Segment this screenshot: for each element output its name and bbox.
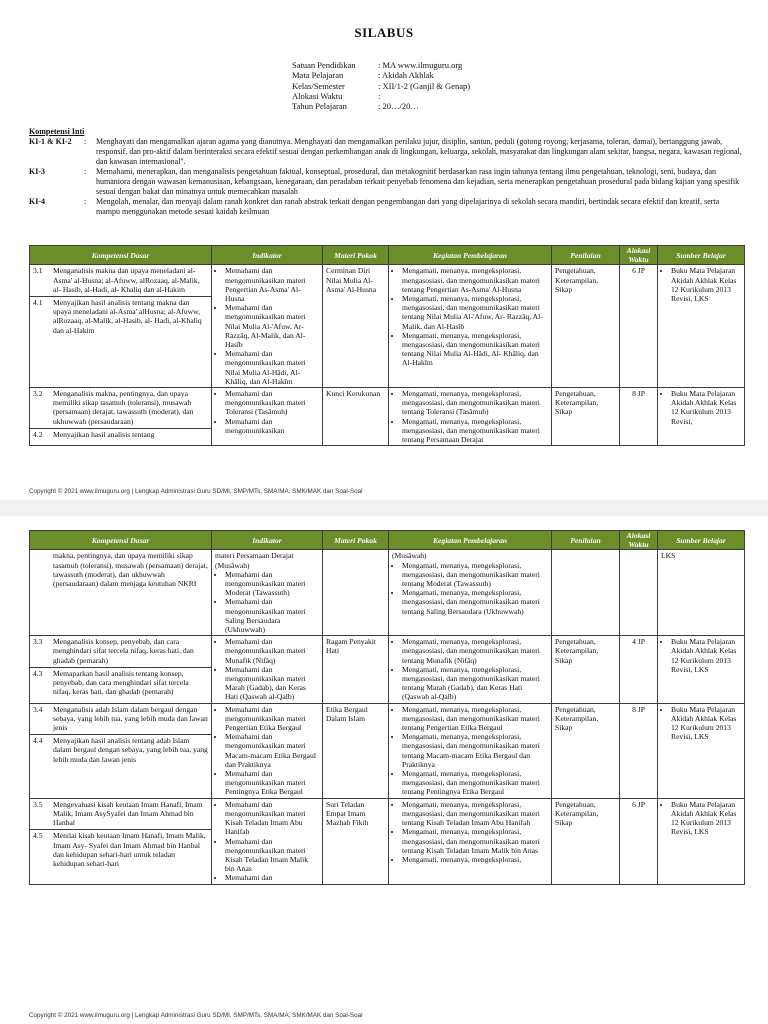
column-header: Sumber Belajar — [658, 531, 745, 550]
indikator-item: • Memahami dan mengomunikasikan materi Pengertian As-Asma' Al-Husna — [225, 266, 319, 303]
indikator-item: • Memahami dan mengomunikasikan materi Macam-macam Etika Bergaul dan Praktiknya — [225, 732, 319, 769]
sumber-belajar-cell — [658, 798, 745, 884]
document-page-1 — [0, 0, 768, 500]
column-header: Alokasi Waktu — [620, 531, 658, 550]
sumber-item: • Buku Mata Pelajaran Akidah Akhlak Kelas 12 Kurikulum 2013 Revisi, LKS — [671, 705, 741, 742]
indikator-item: • Memahami dan mengomunikasikan materi Marah (Gadab), dan Keras Hati (Qaswah al-Qalb) — [225, 665, 319, 702]
kd-number — [33, 551, 53, 588]
alokasi-waktu-cell — [620, 550, 658, 636]
kegiatan-item: • Mengamati, menanya, mengeksplorasi, mengasosiasi, dan mengomunikasikan materi tentang Pengertian Etika Bergaul — [402, 705, 548, 733]
kegiatan-item: • Mengamati, menanya, mengeksplorasi, mengasosiasi, dan mengomunikasikan materi tentang Saling Bersaudara (Ukhuwwah) — [402, 588, 548, 616]
meta-value: : Akidah Akhlak — [378, 70, 434, 81]
kegiatan-cell — [389, 550, 552, 636]
indikator-list — [215, 570, 319, 634]
table-header-row — [30, 246, 745, 265]
ki-colon: : — [84, 137, 87, 146]
kd-text: Menganalisis konsep, penyebab, dan cara menghindari sifat tercela nifaq, keras hati, dan ghadab (pemarah) — [53, 637, 194, 665]
indikator-item: • Memahami dan mengomunikasikan materi Nilai Mulia Al-'Afuw, Ar-Razzâq, Al-Malik, dan Al-Hasîb — [225, 303, 319, 349]
meta-value: : MA www.ilmuguru.org — [378, 60, 463, 70]
table-row — [30, 703, 745, 798]
kegiatan-item: • Mengamati, menanya, mengeksplorasi, mengasosiasi, dan mengomunikasikan materi tentang Nilai Mulia Al-Hâdi, Al- Khâliq, dan Al-Hakîm — [402, 331, 548, 368]
kd-number: 3.2 — [33, 389, 43, 399]
sumber-belajar-cell — [658, 550, 745, 636]
indikator-item: • Memahami dan mengomunikasikan materi Kisah Teladan Imam Abu Hanifah — [225, 800, 319, 837]
column-header: Indikator — [212, 246, 323, 265]
indikator-cell — [212, 703, 323, 798]
column-header: Penilaian — [552, 531, 620, 550]
meta-row — [292, 91, 538, 101]
ki-colon: : — [84, 197, 87, 206]
meta-value: : — [378, 90, 381, 101]
indikator-item: • Memahami dan mengomunikasikan materi Nilai Mulia Al-Hâdi, Al-Khâliq, dan Al-Hakîm — [225, 349, 319, 386]
kegiatan-item: • Mengamati, menanya, mengeksplorasi, — [402, 855, 548, 864]
materi-pokok-cell: Suri Teladan Empat Imam Mazhab Fikih — [323, 798, 389, 884]
sumber-list — [661, 800, 741, 837]
kd-entry — [30, 667, 211, 697]
indikator-item: • Memahami dan mengomunikasikan materi Pentingnya Etika Bergaul — [225, 769, 319, 797]
kd-number: 4.5 — [33, 831, 43, 841]
indikator-cell — [212, 265, 323, 388]
penilaian-cell: Pengetahuan, Keterampilan, Sikap — [552, 798, 620, 884]
kd-number: 3.1 — [33, 266, 43, 276]
column-header: Sumber Belajar — [658, 246, 745, 265]
table-row — [30, 388, 745, 446]
materi-pokok-cell: Cerminan Diri Nilai Mulia Al-Asma' Al-Husna — [323, 265, 389, 388]
kd-number: 4.2 — [33, 429, 43, 439]
indikator-list — [215, 389, 319, 435]
ki-text: Menghayati dan mengamalkan ajaran agama yang dianutnya. Menghayati dan mengamalkan perilaku jujur, disiplin, santun, peduli (gotong royong, kerjasama, toleran, damai), bertanggung jawab, responsif, dan pro-aktif dalam berinteraksi secara efektif sesuai dengan perkembangan anak di lingkungan, keluarga, sekolah, masyarakat dan lingkungan alam sekitar, bangsa, negara, kawasan regional, dan kawasan internasional". — [96, 137, 742, 166]
sumber-item: • Buku Mata Pelajaran Akidah Akhlak Kelas 12 Kurikulum 2013 Revisi, LKS — [671, 266, 741, 303]
indikator-list — [215, 637, 319, 701]
indikator-list — [215, 800, 319, 883]
kegiatan-item: • Mengamati, menanya, mengeksplorasi, mengasosiasi, dan mengomunikasikan materi tentang Nilai Mulia Al-'Afuw, Ar- Razzâq, Al-Malik, dan Al-Hasîb — [402, 294, 548, 331]
kegiatan-cell — [389, 703, 552, 798]
meta-value: : XII/1-2 (Ganjil & Genap) — [378, 80, 471, 91]
page-footer: Copyright © 2021 www.ilmuguru.org | Lengkap Administrasi Guru SD/MI, SMP/MTs, SMA/MA, SMK/MAK dan Soal-Soal — [29, 1012, 363, 1019]
kegiatan-cell — [389, 388, 552, 446]
kd-number: 4.3 — [33, 668, 43, 678]
meta-row — [292, 70, 538, 80]
kd-text: Menganalisis makna dan upaya meneladani al-Asma' al-Husna; al-Afuww, alRozaaq, al-Malik, al- Hasib, al-Hadi, al- Khaliq dan al-Hakim — [53, 266, 200, 294]
kompetensi-dasar-cell — [30, 703, 212, 798]
column-header: Kompetensi Dasar — [30, 246, 212, 265]
meta-row — [292, 101, 538, 111]
indikator-item: • Memahami dan mengomunikasikan materi Pengertian Etika Bergaul — [225, 705, 319, 733]
kd-text: Mengevaluasi kisah keutaan Imam Hanafi, Imam Malik, Imam AsySyafei dan Imam Ahmad bin Hanbal — [53, 799, 203, 828]
penilaian-cell: Pengetahuan, Keterampilan, Sikap — [552, 703, 620, 798]
ki-code: KI-4 — [29, 197, 45, 206]
kegiatan-item: • Mengamati, menanya, mengeksplorasi, mengasosiasi, dan mengomunikasikan materi tentang Pentingnya Etika Bergaul — [402, 769, 548, 797]
kompetensi-dasar-cell — [30, 388, 212, 446]
kegiatan-item: • Mengamati, menanya, mengeksplorasi, mengasosiasi, dan mengomunikasikan materi tentang Kisah Teladan Imam Malik bin Anas — [402, 827, 548, 855]
alokasi-waktu-cell: 8 JP — [620, 388, 658, 446]
sumber-item: • Buku Mata Pelajaran Akidah Akhlak Kelas 12 Kurikulum 2013 Revisi, LKS — [671, 637, 741, 674]
kegiatan-list — [392, 800, 548, 864]
kegiatan-item: • Mengamati, menanya, mengeksplorasi, mengasosiasi, dan mengomunikasikan materi tentang Munafik (Nifâq) — [402, 637, 548, 665]
penilaian-cell: Pengetahuan, Keterampilan, Sikap — [552, 265, 620, 388]
kd-entry — [33, 800, 208, 828]
ki-row — [29, 167, 744, 197]
meta-row — [292, 60, 538, 70]
identity-block — [292, 60, 538, 111]
kd-entry — [30, 734, 211, 764]
kd-entry — [30, 829, 211, 868]
sumber-belajar-cell — [658, 265, 745, 388]
kegiatan-list — [392, 266, 548, 367]
sumber-list — [661, 705, 741, 742]
kompetensi-dasar-cell — [30, 265, 212, 388]
ki-heading: Kompetensi Inti — [29, 127, 85, 136]
sumber-item: • Buku Mata Pelajaran Akidah Akhlak Kelas 12 Kurikulum 2013 Revisi, LKS — [671, 800, 741, 837]
kegiatan-cell — [389, 798, 552, 884]
kd-text: Menganalisis adab Islam dalam bergaul dengan sebaya, yang lebih tua, yang lebih muda dan lawan jenis — [53, 704, 208, 733]
column-header: Kegiatan Pembelajaran — [389, 246, 552, 265]
kd-text: Memaparkan hasil analisis tentang konsep, penyebab, dan cara menghindari sifat tercela nifaq, keras hati, dan ghadab (pemarah) — [53, 668, 189, 697]
kegiatan-list — [392, 389, 548, 444]
kd-number: 3.3 — [33, 637, 43, 647]
table-row — [30, 550, 745, 636]
kd-entry — [30, 428, 211, 439]
kd-entry — [33, 266, 208, 294]
sumber-belajar-cell — [658, 388, 745, 446]
sumber-continued: LKS — [661, 551, 676, 561]
materi-pokok-cell: Ragam Penyakit Hati — [323, 636, 389, 703]
kd-entry — [33, 389, 208, 426]
kd-number: 3.4 — [33, 704, 43, 714]
indikator-item: • Memahami dan mengomunikasikan materi Saling Bersaudara (Ukhuwwah) — [225, 597, 319, 634]
kompetensi-dasar-cell — [30, 550, 212, 636]
sumber-belajar-cell — [658, 636, 745, 703]
column-header: Kegiatan Pembelajaran — [389, 531, 552, 550]
sumber-list — [661, 266, 741, 303]
column-header: Alokasi Waktu — [620, 246, 658, 265]
indikator-list — [215, 266, 319, 386]
kompetensi-dasar-cell — [30, 636, 212, 703]
indikator-item: • Memahami dan mengomunikasikan materi Moderat (Tawassuth) — [225, 570, 319, 598]
kegiatan-item: • Mengamati, menanya, mengeksplorasi, mengasosiasi, dan mengomunikasikan materi tentang Persamaan Derajat — [402, 417, 548, 445]
alokasi-waktu-cell: 8 JP — [620, 703, 658, 798]
penilaian-cell: Pengetahuan, Keterampilan, Sikap — [552, 388, 620, 446]
page-footer: Copyright © 2021 www.ilmuguru.org | Lengkap Administrasi Guru SD/MI, SMP/MTs, SMA/MA, SMK/MAK dan Soal-Soal — [29, 488, 363, 495]
kegiatan-cell — [389, 265, 552, 388]
materi-pokok-cell: Etika Bergaul Dalam Islam — [323, 703, 389, 798]
sumber-item: • Buku Mata Pelajaran Akidah Akhlak Kelas 12 Kurikulum 2013 Revisi, — [671, 389, 741, 426]
syllabus-table-1 — [29, 245, 745, 446]
indikator-cell — [212, 636, 323, 703]
indikator-cell — [212, 550, 323, 636]
alokasi-waktu-cell: 4 JP — [620, 636, 658, 703]
indikator-cell — [212, 388, 323, 446]
table-row — [30, 636, 745, 703]
kd-number: 4.1 — [33, 298, 43, 308]
kegiatan-list — [392, 637, 548, 701]
penilaian-cell — [552, 550, 620, 636]
syllabus-table-2 — [29, 530, 745, 885]
kegiatan-list — [392, 705, 548, 797]
ki-text: Memahami, menerapkan, dan menganalisis pengetahuan faktual, konseptual, prosedural, dan metakognitif berdasarkan rasa ingin tahunya tentang ilmu pengetahuan, teknologi, seni, budaya, dan humaniora dengan wawasan kemanusiaan, kebangsaan, kenegaraan, dan peradaban terkait penyebab fenomena dan kejadian, serta menerapkan pengetahuan prosedural pada bidang kajian yang spesifik sesuai dengan bakat dan minatnya untuk memecahkan masalah — [96, 167, 740, 196]
ki-text: Mengolah, menalar, dan menyaji dalam ranah konkret dan ranah abstrak terkait dengan pengembangan dari yang dipelajarinya di sekolah secara mandiri, bertindak secara efektif dan kreatif, serta mampu menggunakan metode sesuai kaidah keilmuan — [96, 197, 720, 216]
meta-row — [292, 81, 538, 91]
indikator-item: • Memahami dan — [225, 873, 319, 882]
ki-code: KI-1 & KI-2 — [29, 137, 72, 146]
kegiatan-item: • Mengamati, menanya, mengeksplorasi, mengasosiasi, dan mengomunikasikan materi tentang Pengertian As-Asma' Al-Husna — [402, 266, 548, 294]
page-gap — [0, 500, 768, 516]
meta-value: : 20…/20… — [378, 101, 419, 112]
table-row — [30, 265, 745, 388]
kegiatan-item: • Mengamati, menanya, mengeksplorasi, mengasosiasi, dan mengomunikasikan materi tentang Macam-macam Etika Bergaul dan Praktiknya — [402, 732, 548, 769]
column-header: Materi Pokok — [323, 531, 389, 550]
column-header: Penilaian — [552, 246, 620, 265]
kd-entry — [33, 637, 208, 665]
kd-text: Menilai kisah keutaan Imam Hanafi, Imam Malik, Imam Asy- Syafei dan Imam Ahmad bin Hanbal dan kehidupan sehari-hari untuk teladan kehidupan sehari-hari — [53, 831, 206, 868]
kegiatan-continued: (Musâwah) — [392, 551, 427, 561]
alokasi-waktu-cell: 6 JP — [620, 265, 658, 388]
kompetensi-inti-block — [29, 127, 744, 217]
column-header: Materi Pokok — [323, 246, 389, 265]
document-title: SILABUS — [354, 25, 414, 40]
indikator-item: • Memahami dan mengomunikasikan materi Kisah Teladan Imam Malik bin Anas — [225, 837, 319, 874]
indikator-cell — [212, 798, 323, 884]
indikator-item: • Memahami dan mengomunikasikan materi Toleransi (Tasâmuh) — [225, 389, 319, 417]
ki-colon: : — [84, 167, 87, 176]
kd-text: Menyajikan hasil analisis tentang — [53, 429, 155, 439]
indikator-item: • Memahami dan mengomunikasikan materi Munafik (Nifâq) — [225, 637, 319, 665]
materi-pokok-cell — [323, 550, 389, 636]
meta-label: Kelas/Semester — [292, 80, 345, 91]
alokasi-waktu-cell: 6 JP — [620, 798, 658, 884]
meta-label: Alokasi Waktu — [292, 90, 343, 101]
materi-pokok-cell: Kunci Kerukunan — [323, 388, 389, 446]
meta-label: Satuan Pendidikan — [292, 60, 356, 70]
table-header-row — [30, 531, 745, 550]
kd-entry — [30, 296, 211, 335]
indikator-list — [215, 705, 319, 797]
sumber-list — [661, 389, 741, 426]
kd-entry — [33, 551, 208, 588]
indikator-continued: materi Persamaan Derajat (Musâwah) — [215, 551, 294, 570]
kd-entry — [33, 705, 208, 733]
kegiatan-list — [392, 561, 548, 616]
kd-text: Menganalisis makna, pentingnya, dan upaya memiliki sikap tasamuh (toleransi), musawah (persamaan) derajat, tawassuth (moderat), dan ukhuwwah (persaudaraan) — [53, 389, 194, 426]
kd-text: Menyajikan hasil analisis tentang makna dan upaya meneladani al-Asma' alHusna; al-Afuww, alRozaaq, al-Malik, al-Hasib, al- Hadi, al-Khaliq dan al-Hakim — [53, 298, 202, 335]
document-page-2 — [0, 516, 768, 1024]
sumber-list — [661, 637, 741, 674]
kegiatan-item: • Mengamati, menanya, mengeksplorasi, mengasosiasi, dan mengomunikasikan materi tentang Kisah Teladan Imam Abu Hanifah — [402, 800, 548, 828]
kompetensi-dasar-cell — [30, 798, 212, 884]
ki-row — [29, 137, 744, 167]
kegiatan-item: • Mengamati, menanya, mengeksplorasi, mengasosiasi, dan mengomunikasikan materi tentang Toleransi (Tasâmuh) — [402, 389, 548, 417]
meta-label: Tahun Pelajaran — [292, 101, 347, 112]
ki-code: KI-3 — [29, 167, 45, 176]
kegiatan-item: • Mengamati, menanya, mengeksplorasi, mengasosiasi, dan mengomunikasikan materi tentang Marah (Gadab), dan Keras Hati (Qaswah al-Qalb) — [402, 665, 548, 702]
column-header: Kompetensi Dasar — [30, 531, 212, 550]
column-header: Indikator — [212, 531, 323, 550]
kd-number: 3.5 — [33, 799, 43, 809]
sumber-belajar-cell — [658, 703, 745, 798]
table-row — [30, 798, 745, 884]
meta-label: Mata Pelajaran — [292, 70, 344, 81]
kd-text: Menyajikan hasil analisis tentang adab Islam dalam bergaul dengan sebaya, yang lebih tua, yang lebih muda dan lawan jenis — [53, 736, 208, 764]
kd-text: makna, pentingnya, dan upaya memiliki sikap tasamuh (toleransi), musawah (persamaan) derajat, tawassuth (moderat), dan ukhuwwah (persaudaraan) dalam menjaga keutuhan NKRI — [53, 551, 208, 589]
kegiatan-cell — [389, 636, 552, 703]
ki-row — [29, 197, 744, 217]
kd-number: 4.4 — [33, 736, 43, 746]
kegiatan-item: • Mengamati, menanya, mengeksplorasi, mengasosiasi, dan mengomunikasikan materi tentang Moderat (Tawassuth) — [402, 561, 548, 589]
penilaian-cell: Pengetahuan, Keterampilan, Sikap — [552, 636, 620, 703]
indikator-item: • Memahami dan mengomunikasikan — [225, 417, 319, 435]
